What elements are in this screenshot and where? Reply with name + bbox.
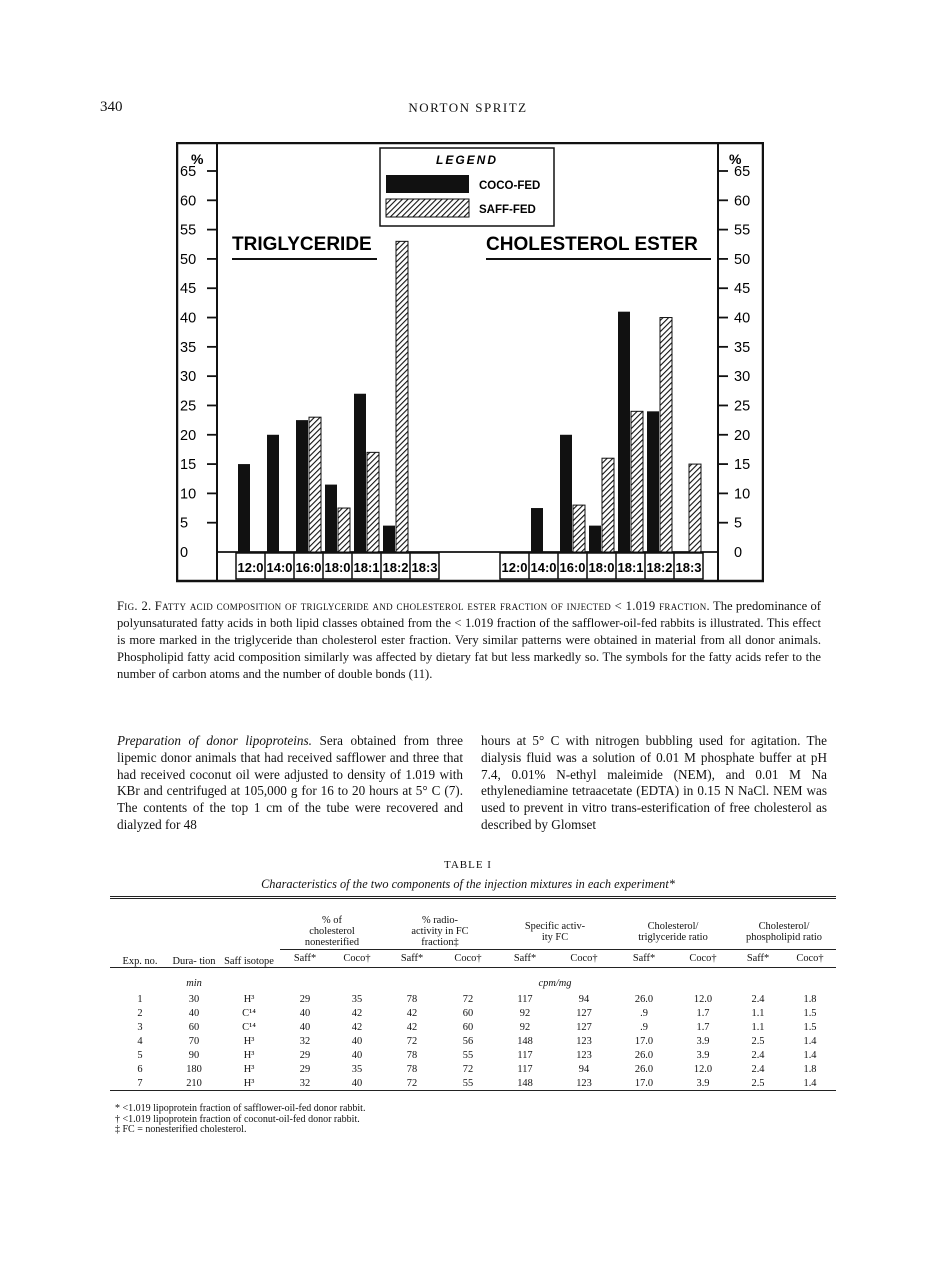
table-cell: 12.0 — [693, 1063, 713, 1075]
subcol-saff: Saff* — [293, 953, 317, 964]
table-cell: 2.4 — [751, 1049, 765, 1061]
bar-saff-fed — [602, 458, 614, 552]
x-tick-label: 18:3 — [411, 560, 438, 575]
table-cell: 5 — [137, 1049, 143, 1061]
x-tick-label: 18:2 — [646, 560, 673, 575]
bar-coco-fed — [267, 435, 279, 552]
subcol-coco: Coco† — [689, 953, 717, 964]
bar-coco-fed — [618, 312, 630, 552]
x-tick-label: 18:0 — [588, 560, 615, 575]
table-cell: 42 — [406, 1021, 418, 1033]
y-tick-label-right: 40 — [734, 310, 751, 327]
table-cell: 1 — [137, 993, 143, 1005]
table-cell: 1.5 — [803, 1021, 817, 1033]
subcol-saff: Saff* — [746, 953, 770, 964]
table-cell: 26.0 — [634, 1049, 654, 1061]
table-cell: 32 — [299, 1077, 311, 1089]
y-tick-label-right: 5 — [734, 515, 743, 532]
y-tick-label-left: 65 — [180, 164, 197, 180]
table-cell: 72 — [406, 1077, 418, 1089]
x-tick-label: 14:0 — [266, 560, 293, 575]
subcol-coco: Coco† — [343, 953, 371, 964]
bar-coco-fed — [531, 508, 543, 552]
table-cell: 1.8 — [803, 993, 817, 1005]
table-cell: .9 — [640, 1021, 648, 1033]
legend — [380, 148, 554, 226]
x-tick-label: 18:1 — [617, 560, 644, 575]
bar-coco-fed — [354, 394, 366, 552]
table-cell: 42 — [406, 1007, 418, 1019]
x-tick-label: 18:2 — [382, 560, 409, 575]
table-cell: 90 — [188, 1049, 200, 1061]
y-tick-label-left: 55 — [180, 222, 197, 239]
x-tick-label: 14:0 — [530, 560, 557, 575]
subcol-saff: Saff* — [632, 953, 656, 964]
unit-specific: cpm/mg — [538, 978, 572, 989]
bar-saff-fed — [367, 452, 379, 552]
table-row — [110, 1062, 836, 1076]
y-tick-label-right: 65 — [734, 164, 751, 180]
table-row — [110, 1076, 836, 1091]
table-cell: 180 — [186, 1063, 202, 1075]
y-tick-label-right: 15 — [734, 457, 751, 474]
y-tick-label-left: 5 — [180, 515, 189, 532]
table-footnotes — [115, 1104, 365, 1136]
col-exp: Exp. no. — [122, 956, 158, 967]
y-tick-label-left: 25 — [180, 398, 197, 415]
table-cell: 26.0 — [634, 1063, 654, 1075]
table-cell: 72 — [462, 1063, 474, 1075]
bar-saff-fed — [309, 417, 321, 552]
table-cell: 55 — [462, 1049, 474, 1061]
table-cell: C¹⁴ — [242, 1007, 256, 1019]
y-tick-label-left: 40 — [180, 310, 197, 327]
table-cell: 210 — [186, 1077, 202, 1089]
table-cell: 42 — [351, 1007, 363, 1019]
col-chol-tg: Cholesterol/ triglyceride ratio — [614, 898, 732, 950]
table-cell: 2.4 — [751, 1063, 765, 1075]
x-tick-label: 18:0 — [324, 560, 351, 575]
table-cell: 123 — [576, 1077, 592, 1089]
table-cell: 12.0 — [693, 993, 713, 1005]
table-cell: 60 — [462, 1021, 474, 1033]
panel-title-triglyceride: TRIGLYCERIDE — [232, 234, 372, 255]
table-row — [110, 1006, 836, 1020]
table-cell: 1.7 — [696, 1007, 710, 1019]
bar-coco-fed — [560, 435, 572, 552]
legend-title: LEGEND — [435, 153, 499, 167]
y-tick-label-left: 50 — [180, 251, 197, 268]
table-cell: C¹⁴ — [242, 1021, 256, 1033]
col-radio: % radio- activity in FC fraction‡ — [384, 898, 496, 950]
table-cell: 35 — [351, 993, 363, 1005]
table-cell: 78 — [406, 1063, 418, 1075]
table-cell: 40 — [299, 1021, 311, 1033]
bar-saff-fed — [573, 505, 585, 552]
table-cell: 55 — [462, 1077, 474, 1089]
bar-saff-fed — [689, 464, 701, 552]
body-text-left: Sera obtained from three lipemic donor animals that had received safflower and three that had received coconut oil were adjusted to density of 1.019 with KBr and centrifuged at 105,000 g for 16 to 20 hours at 5° C (7). The contents of the top 1 cm of the tube were recovered and dialyzed for 48 — [117, 733, 464, 832]
table-cell: 26.0 — [634, 993, 654, 1005]
axis-unit-left: % — [191, 151, 204, 167]
y-tick-label-right: 10 — [734, 486, 751, 503]
body-column-right — [481, 733, 827, 834]
section-heading: Preparation of donor lipoproteins. — [117, 733, 312, 748]
table-cell: H³ — [243, 1063, 255, 1075]
y-tick-label-left: 35 — [180, 339, 197, 356]
caption-title: Fatty acid composition of triglyceride and cholesterol ester fraction of injected < 1.019 fraction. — [154, 599, 710, 613]
table-header-row-1 — [110, 898, 836, 950]
table-cell: 1.1 — [751, 1007, 765, 1019]
y-tick-label-left: 60 — [180, 193, 197, 210]
table-cell: 7 — [137, 1077, 143, 1089]
table-cell: 1.4 — [803, 1049, 817, 1061]
col-isotope: Saff isotope — [224, 956, 274, 967]
axis-unit-right: % — [729, 151, 742, 167]
y-tick-label-left: 15 — [180, 457, 197, 474]
legend-label-saff: SAFF-FED — [479, 204, 536, 216]
table-cell: 2.5 — [751, 1077, 765, 1089]
table-cell: 1.8 — [803, 1063, 817, 1075]
page-number: 340 — [100, 99, 123, 115]
table-cell: 92 — [519, 1007, 531, 1019]
legend-swatch-saff — [386, 199, 469, 217]
table-cell: 78 — [406, 993, 418, 1005]
caption-body: The predominance of polyunsaturated fatty acids in both lipid classes obtained from the < 1.019 fraction of the safflower-oil-fed rabbits is illustrated. This effect is more marked in the triglyceride than cholesterol ester fraction. Very similar patterns were obtained in material from all donor animals. Phospholipid fatty acid composition similarly was affected by dietary fat but less markedly so. The symbols for the fatty acids refer to the number of carbon atoms and the number of double bonds (11). — [117, 599, 821, 681]
legend-swatch-coco — [386, 175, 469, 193]
bar-coco-fed — [296, 420, 308, 552]
body-text-right: hours at 5° C with nitrogen bubbling used for agitation. The dialysis fluid was a solution of 0.01 M phosphate buffer at pH 7.4, 0.01% N-ethyl maleimide (NEM), and 0.01 M Na ethylenediamine tetraacetate (EDTA) in 0.15 N NaCl. NEM was used to prevent in vitro trans-esterification of free cholesterol as described by Glomset — [481, 733, 827, 832]
col-chol-pl: Cholesterol/ phospholipid ratio — [732, 898, 836, 950]
subcol-coco: Coco† — [570, 953, 598, 964]
x-tick-label: 18:3 — [675, 560, 702, 575]
table-cell: 40 — [351, 1049, 363, 1061]
table-title: Characteristics of the two components of the injection mixtures in each experiment* — [261, 877, 675, 891]
table-cell: 3.9 — [696, 1035, 710, 1047]
figure-2-chart — [176, 142, 764, 584]
table-cell: 40 — [351, 1077, 363, 1089]
table-cell: 78 — [406, 1049, 418, 1061]
running-head: NORTON SPRITZ — [408, 100, 528, 115]
table-cell: 117 — [517, 1063, 533, 1075]
table-cell: 1.1 — [751, 1021, 765, 1033]
table-cell: 40 — [299, 1007, 311, 1019]
table-cell: 94 — [578, 1063, 590, 1075]
bar-coco-fed — [325, 485, 337, 552]
y-tick-label-left: 10 — [180, 486, 197, 503]
table-cell: 1.4 — [803, 1035, 817, 1047]
x-tick-label: 12:0 — [501, 560, 528, 575]
table-cell: 29 — [299, 1063, 311, 1075]
subcol-coco: Coco† — [796, 953, 824, 964]
x-tick-label: 18:1 — [353, 560, 380, 575]
table-label: TABLE I — [444, 859, 492, 871]
table-row — [110, 1020, 836, 1034]
y-tick-label-left: 30 — [180, 369, 197, 386]
table-cell: 42 — [351, 1021, 363, 1033]
y-tick-label-right: 0 — [734, 545, 743, 561]
table-cell: 1.7 — [696, 1021, 710, 1033]
table-cell: 70 — [188, 1035, 200, 1047]
y-tick-label-right: 55 — [734, 222, 751, 239]
y-tick-label-left: 20 — [180, 427, 197, 444]
figure-caption — [117, 598, 821, 683]
y-tick-label-right: 60 — [734, 193, 751, 210]
y-tick-label-right: 35 — [734, 339, 751, 356]
table-cell: H³ — [243, 1049, 255, 1061]
bar-coco-fed — [647, 411, 659, 552]
table-row — [110, 992, 836, 1006]
bar-saff-fed — [338, 508, 350, 552]
table-cell: 4 — [137, 1035, 143, 1047]
x-tick-label: 12:0 — [237, 560, 264, 575]
table-cell: 2 — [137, 1007, 143, 1019]
units-row — [110, 968, 836, 993]
table-cell: 1.4 — [803, 1077, 817, 1089]
bar-coco-fed — [238, 464, 250, 552]
bar-coco-fed — [589, 526, 601, 552]
table-cell: 32 — [299, 1035, 311, 1047]
table-cell: 60 — [188, 1021, 200, 1033]
table-cell: 123 — [576, 1049, 592, 1061]
table-row — [110, 1034, 836, 1048]
table-cell: 3.9 — [696, 1077, 710, 1089]
table-cell: 60 — [462, 1007, 474, 1019]
table-cell: 56 — [462, 1035, 474, 1047]
table-1 — [110, 896, 836, 1093]
table-cell: 127 — [576, 1021, 592, 1033]
legend-label-coco: COCO-FED — [479, 180, 541, 192]
table-cell: 94 — [578, 993, 590, 1005]
y-tick-label-right: 50 — [734, 251, 751, 268]
subcol-saff: Saff* — [513, 953, 537, 964]
table-cell: 117 — [517, 1049, 533, 1061]
table-cell: 6 — [137, 1063, 143, 1075]
bar-saff-fed — [396, 241, 408, 552]
x-tick-label: 16:0 — [295, 560, 322, 575]
col-chol-noneste: % of cholesterol nonesterified — [280, 898, 384, 950]
unit-duration: min — [186, 978, 202, 989]
panel-title-cholesterol-ester: CHOLESTEROL ESTER — [486, 234, 698, 255]
table-cell: 92 — [519, 1021, 531, 1033]
footnote: † <1.019 lipoprotein fraction of coconut-oil-fed donor rabbit. — [115, 1113, 360, 1125]
y-tick-label-right: 20 — [734, 427, 751, 444]
y-tick-label-left: 45 — [180, 281, 197, 298]
subcol-saff: Saff* — [400, 953, 424, 964]
y-tick-label-left: 0 — [180, 545, 189, 561]
table-cell: 30 — [188, 993, 200, 1005]
bar-saff-fed — [660, 318, 672, 552]
table-cell: 123 — [576, 1035, 592, 1047]
x-tick-label: 16:0 — [559, 560, 586, 575]
table-cell: 3 — [137, 1021, 143, 1033]
footnote: ‡ FC = nonesterified cholesterol. — [115, 1124, 247, 1135]
table-cell: 29 — [299, 1049, 311, 1061]
table-cell: 40 — [188, 1007, 200, 1019]
table-row — [110, 1048, 836, 1062]
y-tick-label-right: 45 — [734, 281, 751, 298]
table-cell: 1.5 — [803, 1007, 817, 1019]
table-cell: 127 — [576, 1007, 592, 1019]
table-cell: 40 — [351, 1035, 363, 1047]
table-cell: 17.0 — [634, 1077, 654, 1089]
table-cell: 72 — [406, 1035, 418, 1047]
table-cell: 2.5 — [751, 1035, 765, 1047]
table-cell: H³ — [243, 993, 255, 1005]
table-cell: 3.9 — [696, 1049, 710, 1061]
col-duration: Dura- tion — [172, 956, 216, 967]
table-cell: 29 — [299, 993, 311, 1005]
table-cell: 17.0 — [634, 1035, 654, 1047]
bar-coco-fed — [383, 526, 395, 552]
table-cell: H³ — [243, 1035, 255, 1047]
table-cell: .9 — [640, 1007, 648, 1019]
bar-saff-fed — [631, 411, 643, 552]
table-cell: 2.4 — [751, 993, 765, 1005]
y-tick-label-right: 25 — [734, 398, 751, 415]
table-cell: 117 — [517, 993, 533, 1005]
y-tick-label-right: 30 — [734, 369, 751, 386]
table-cell: 72 — [462, 993, 474, 1005]
col-specific: Specific activ- ity FC — [496, 898, 614, 950]
subcol-coco: Coco† — [454, 953, 482, 964]
caption-label: Fig. 2. — [117, 599, 152, 613]
table-cell: 148 — [517, 1077, 533, 1089]
table-cell: H³ — [243, 1077, 255, 1089]
table-cell: 35 — [351, 1063, 363, 1075]
body-column-left — [117, 733, 463, 834]
table-cell: 148 — [517, 1035, 533, 1047]
footnote: * <1.019 lipoprotein fraction of safflower-oil-fed donor rabbit. — [115, 1103, 366, 1114]
